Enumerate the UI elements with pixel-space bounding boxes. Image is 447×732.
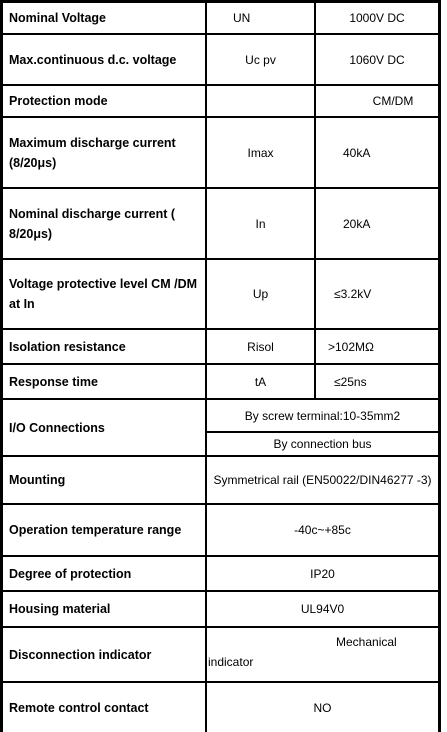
row-value-io-connections-screw-terminal: By screw terminal:10-35mm2 bbox=[207, 400, 438, 431]
row-value-degree-of-protection: IP20 bbox=[207, 557, 438, 590]
row-value-operation-temperature-range: -40c~+85c bbox=[207, 505, 438, 555]
row-value-mounting: Symmetrical rail (EN50022/DIN46277 -3) bbox=[207, 457, 438, 503]
row-symbol-response-time: tA bbox=[207, 365, 314, 398]
row-label-degree-of-protection: Degree of protection bbox=[3, 557, 205, 590]
row-value-protection-mode: CM/DM bbox=[316, 86, 438, 116]
row-symbol-nominal-voltage: UN bbox=[207, 3, 314, 33]
row-symbol-isolation-resistance: Risol bbox=[207, 330, 314, 363]
row-symbol-protection-mode bbox=[207, 86, 314, 116]
row-label-max-continuous-voltage: Max.continuous d.c. voltage bbox=[3, 35, 205, 84]
row-value-isolation-resistance: >102MΩ bbox=[316, 330, 438, 363]
row-value-remote-control-contact: NO bbox=[207, 683, 438, 732]
row-label-disconnection-indicator: Disconnection indicator bbox=[3, 628, 205, 681]
row-value-max-continuous-voltage: 1060V DC bbox=[316, 35, 438, 84]
row-label-protection-mode: Protection mode bbox=[3, 86, 205, 116]
row-value-nominal-voltage: 1000V DC bbox=[316, 3, 438, 33]
row-value-io-connections-bus: By connection bus bbox=[207, 433, 438, 455]
row-symbol-max-continuous-voltage: Uc pv bbox=[207, 35, 314, 84]
row-label-remote-control-contact: Remote control contact bbox=[3, 683, 205, 732]
row-value-response-time: ≤25ns bbox=[316, 365, 438, 398]
row-symbol-nominal-discharge-current: In bbox=[207, 189, 314, 258]
row-label-voltage-protective-level: Voltage protective level CM /DM at In bbox=[3, 260, 205, 328]
row-label-nominal-discharge-current: Nominal discharge current ( 8/20μs) bbox=[3, 189, 205, 258]
row-symbol-maximum-discharge-current: Imax bbox=[207, 118, 314, 187]
row-label-isolation-resistance: Isolation resistance bbox=[3, 330, 205, 363]
row-label-response-time: Response time bbox=[3, 365, 205, 398]
row-value-housing-material: UL94V0 bbox=[207, 592, 438, 626]
row-label-operation-temperature-range: Operation temperature range bbox=[3, 505, 205, 555]
row-value-maximum-discharge-current: 40kA bbox=[316, 118, 438, 187]
row-symbol-voltage-protective-level: Up bbox=[207, 260, 314, 328]
row-value-nominal-discharge-current: 20kA bbox=[316, 189, 438, 258]
row-value-voltage-protective-level: ≤3.2kV bbox=[316, 260, 438, 328]
row-label-io-connections: I/O Connections bbox=[3, 400, 205, 455]
row-label-nominal-voltage: Nominal Voltage bbox=[3, 3, 205, 33]
row-label-mounting: Mounting bbox=[3, 457, 205, 503]
row-label-housing-material: Housing material bbox=[3, 592, 205, 626]
row-label-maximum-discharge-current: Maximum discharge current (8/20μs) bbox=[3, 118, 205, 187]
row-value-disconnection-indicator: Mechanical indicator bbox=[207, 628, 438, 681]
